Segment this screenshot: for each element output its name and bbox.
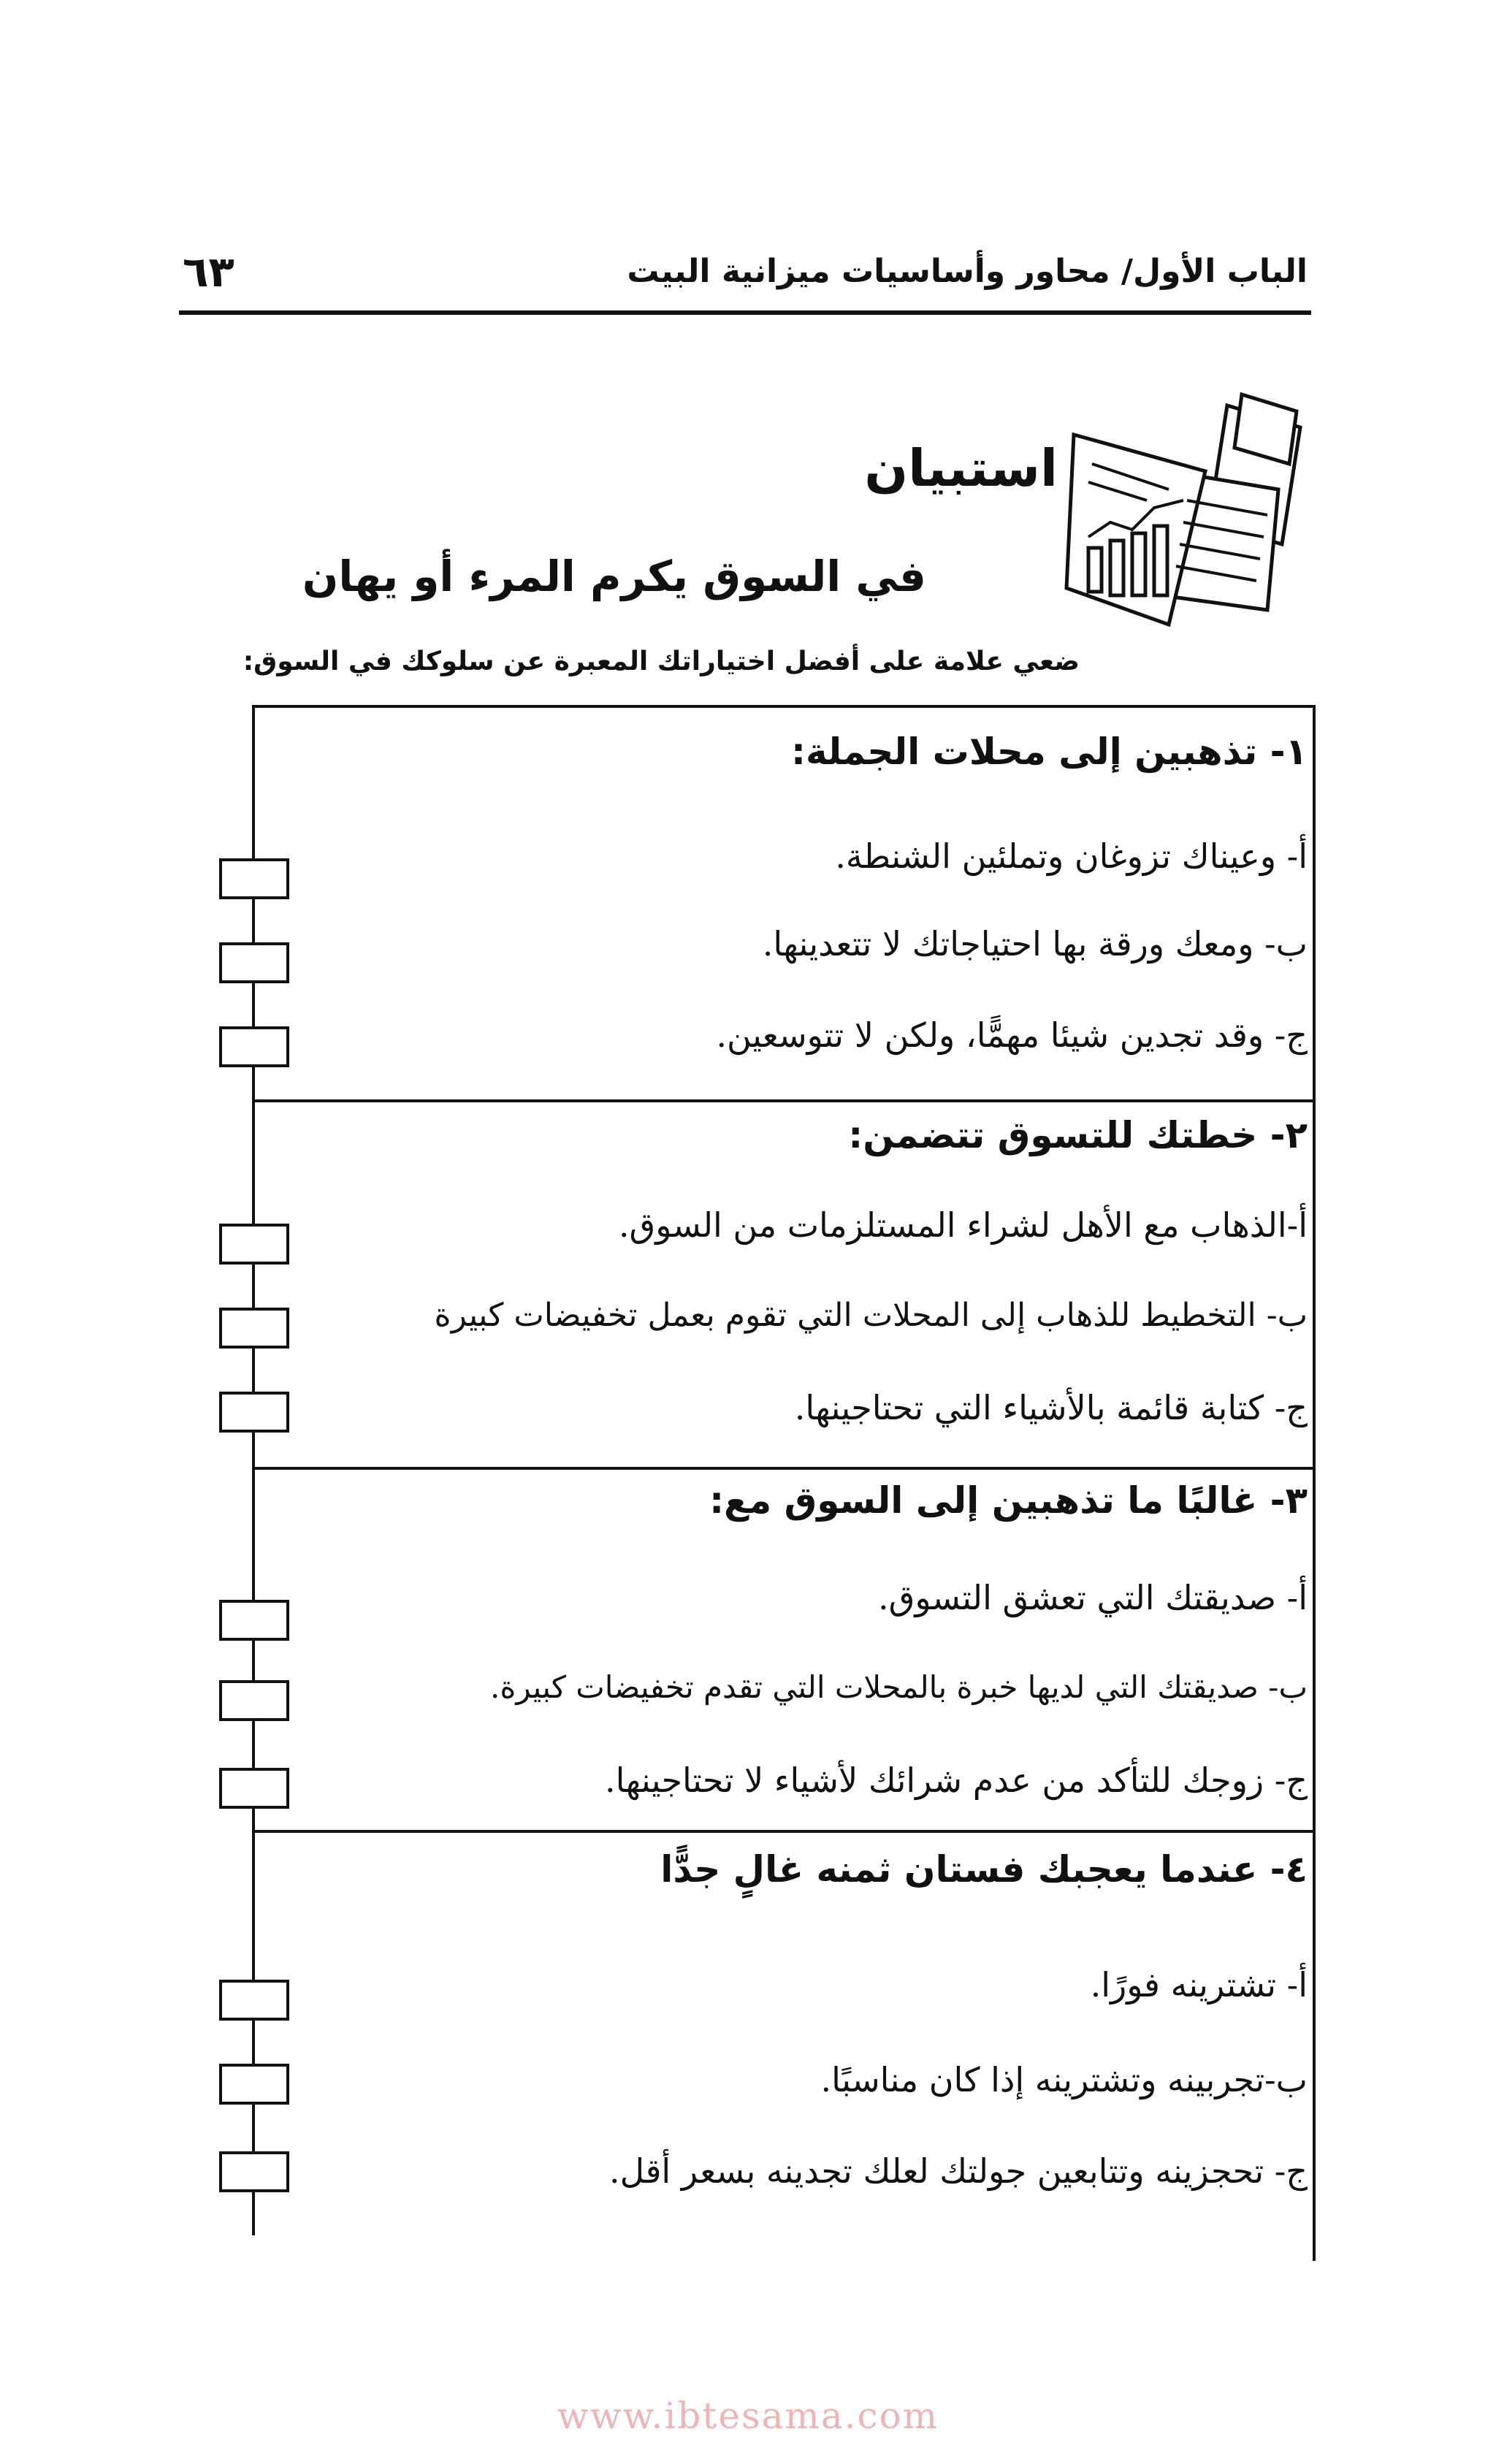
header-rule (179, 310, 1311, 315)
option-3b: ب- صديقتك التي لديها خبرة بالمحلات التي تقدم تخفيضات كبيرة. (489, 1669, 1308, 1705)
question-divider (252, 1830, 1315, 1833)
question-4: ٤- عندما يعجبك فستان ثمنه غالٍ جدًّا (660, 1848, 1308, 1891)
answer-checkbox-1a[interactable] (219, 858, 289, 899)
frame-right-border (1313, 705, 1316, 2261)
answer-checkbox-2a[interactable] (219, 1224, 289, 1265)
answer-checkbox-4a[interactable] (219, 1980, 289, 2021)
question-3: ٣- غالبًا ما تذهبين إلى السوق مع: (709, 1479, 1308, 1522)
question-1: ١- تذهبين إلى محلات الجملة: (791, 731, 1308, 773)
frame-top-border (252, 705, 1315, 708)
documents-chart-icon (1059, 391, 1308, 632)
option-3a: أ- صديقتك التي تعشق التسوق. (878, 1578, 1308, 1617)
option-4a: أ- تشترينه فورًا. (1090, 1965, 1308, 2005)
question-divider (252, 1467, 1315, 1470)
option-1c: ج- وقد تجدين شيئا مهمًّا، ولكن لا تتوسعين. (716, 1015, 1308, 1055)
question-2: ٢- خطتك للتسوق تتضمن: (848, 1114, 1308, 1156)
option-3c: ج- زوجك للتأكد من عدم شرائك لأشياء لا تحتاجينها. (604, 1761, 1308, 1800)
answer-checkbox-4c[interactable] (219, 2151, 289, 2192)
option-2c: ج- كتابة قائمة بالأشياء التي تحتاجينها. (794, 1388, 1308, 1427)
answer-checkbox-2b[interactable] (219, 1308, 289, 1349)
option-1b: ب- ومعك ورقة بها احتياجاتك لا تتعدينها. (762, 924, 1308, 964)
answer-checkbox-4b[interactable] (219, 2064, 289, 2105)
instructions: ضعي علامة على أفضل اختياراتك المعبرة عن سلوكك في السوق: (243, 646, 1080, 676)
answer-checkbox-3b[interactable] (219, 1680, 289, 1721)
option-4b: ب-تجربينه وتشترينه إذا كان مناسبًا. (820, 2060, 1308, 2099)
answer-checkbox-1b[interactable] (219, 942, 289, 983)
option-1a: أ- وعيناك تزوغان وتملئين الشنطة. (835, 836, 1308, 876)
option-2b: ب- التخطيط للذهاب إلى المحلات التي تقوم بعمل تخفيضات كبيرة (434, 1297, 1308, 1334)
answer-checkbox-2c[interactable] (219, 1392, 289, 1433)
page-title: استبيان (864, 438, 1058, 498)
option-2a: أ-الذهاب مع الأهل لشراء المستلزمات من السوق. (618, 1205, 1308, 1245)
page-number: ٦٣ (183, 247, 234, 297)
question-divider (252, 1099, 1315, 1102)
running-header-title: الباب الأول/ محاور وأساسيات ميزانية البيت (627, 253, 1308, 290)
option-4c: ج- تحجزينه وتتابعين جولتك لعلك تجدينه بسعر أقل. (608, 2151, 1308, 2191)
subtitle: في السوق يكرم المرء أو يهان (302, 552, 926, 601)
running-header (183, 247, 1308, 305)
answer-checkbox-1c[interactable] (219, 1026, 289, 1067)
watermark-url: www.ibtesama.com (557, 2395, 939, 2437)
answer-checkbox-3c[interactable] (219, 1768, 289, 1809)
answer-checkbox-3a[interactable] (219, 1600, 289, 1641)
